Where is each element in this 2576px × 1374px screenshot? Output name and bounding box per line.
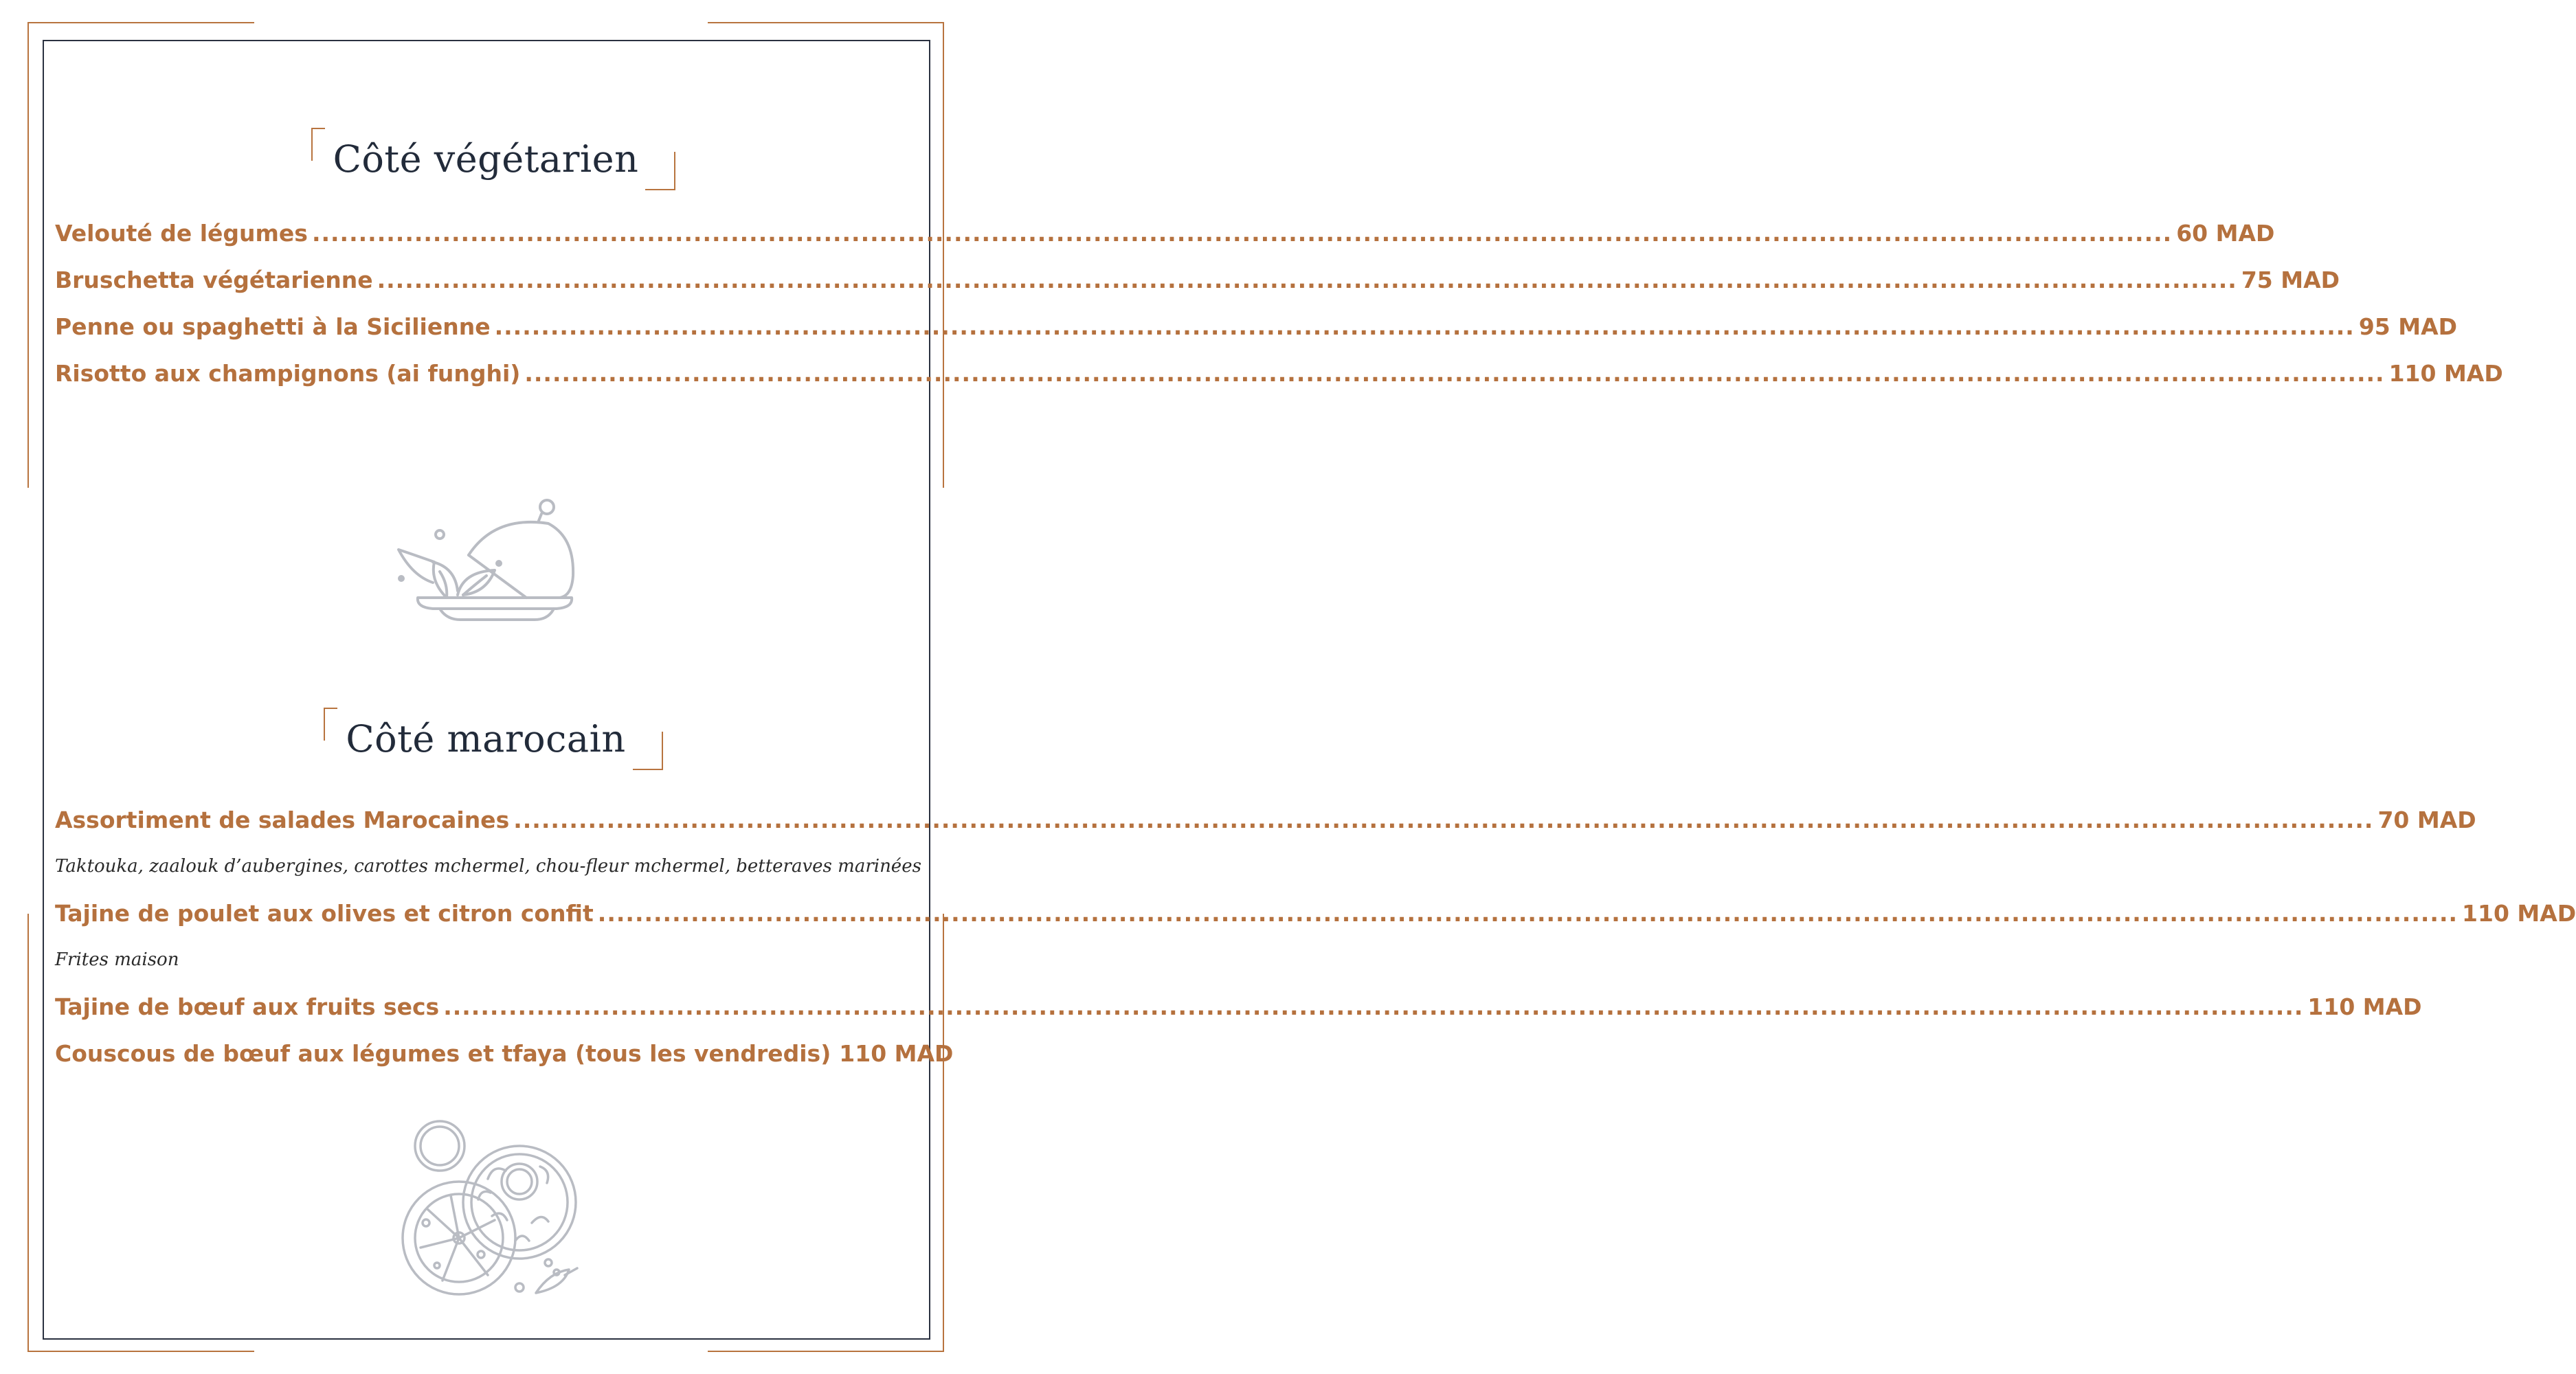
dot-leader bbox=[513, 797, 2373, 844]
title-bracket-top-left bbox=[311, 128, 325, 161]
menu-item-price: 60 MAD bbox=[2176, 220, 2275, 247]
frame-gap bbox=[25, 488, 30, 914]
menu-item-price: 110 MAD bbox=[2462, 900, 2576, 927]
menu-item bbox=[55, 984, 2422, 1030]
menu-item-description: Frites maison bbox=[55, 949, 179, 970]
section-title-vegetarian bbox=[0, 137, 972, 181]
menu-item-name: Couscous de bœuf aux légumes et tfaya (tous les vendredis) bbox=[55, 1040, 831, 1067]
frame-gap bbox=[254, 1349, 708, 1355]
cloche-icon bbox=[392, 495, 584, 632]
title-bracket-bottom-right bbox=[645, 152, 675, 190]
menu-item-name: Tajine de bœuf aux fruits secs bbox=[55, 993, 440, 1020]
dot-leader bbox=[443, 984, 2303, 1030]
dot-leader bbox=[598, 890, 2458, 937]
menu-item-price: 110 MAD bbox=[2388, 360, 2503, 387]
frame-gap bbox=[941, 488, 947, 914]
menu-item-price: 110 MAD bbox=[839, 1040, 954, 1067]
menu-item-price: 75 MAD bbox=[2241, 267, 2340, 293]
menu-item bbox=[55, 1030, 954, 1077]
menu-item bbox=[55, 210, 2275, 257]
title-bracket-bottom-right bbox=[633, 732, 663, 770]
menu-item bbox=[55, 890, 2576, 937]
dot-leader bbox=[495, 304, 2355, 350]
menu-item-name: Assortiment de salades Marocaines bbox=[55, 807, 510, 833]
dot-leader bbox=[377, 257, 2237, 304]
menu-list-vegetarian bbox=[55, 210, 2503, 397]
menu-item-name: Risotto aux champignons (ai funghi) bbox=[55, 360, 521, 387]
menu-list-moroccan bbox=[55, 797, 2576, 1077]
section-title-moroccan bbox=[0, 717, 972, 761]
section-title-text: Côté marocain bbox=[346, 717, 626, 761]
dot-leader bbox=[524, 350, 2384, 397]
menu-item-name: Penne ou spaghetti à la Sicilienne bbox=[55, 313, 491, 340]
title-bracket-top-left bbox=[324, 708, 337, 741]
menu-item bbox=[55, 304, 2458, 350]
menu-item-description: Taktouka, zaalouk d’aubergines, carottes mchermel, chou-fleur mchermel, betteraves marinées bbox=[55, 856, 921, 877]
menu-item-price: 110 MAD bbox=[2307, 993, 2422, 1020]
menu-item bbox=[55, 350, 2503, 397]
moroccan-dishes-icon bbox=[385, 1113, 591, 1305]
menu-item-price: 70 MAD bbox=[2377, 807, 2476, 833]
menu-item-name: Tajine de poulet aux olives et citron confit bbox=[55, 900, 594, 927]
menu-item-price: 95 MAD bbox=[2358, 313, 2458, 340]
menu-item bbox=[55, 797, 2476, 844]
frame-gap bbox=[254, 19, 708, 25]
dot-leader bbox=[312, 210, 2172, 257]
menu-item-name: Velouté de légumes bbox=[55, 220, 308, 247]
menu-item-name: Bruschetta végétarienne bbox=[55, 267, 373, 293]
section-title-text: Côté végétarien bbox=[333, 137, 639, 181]
menu-item bbox=[55, 257, 2340, 304]
